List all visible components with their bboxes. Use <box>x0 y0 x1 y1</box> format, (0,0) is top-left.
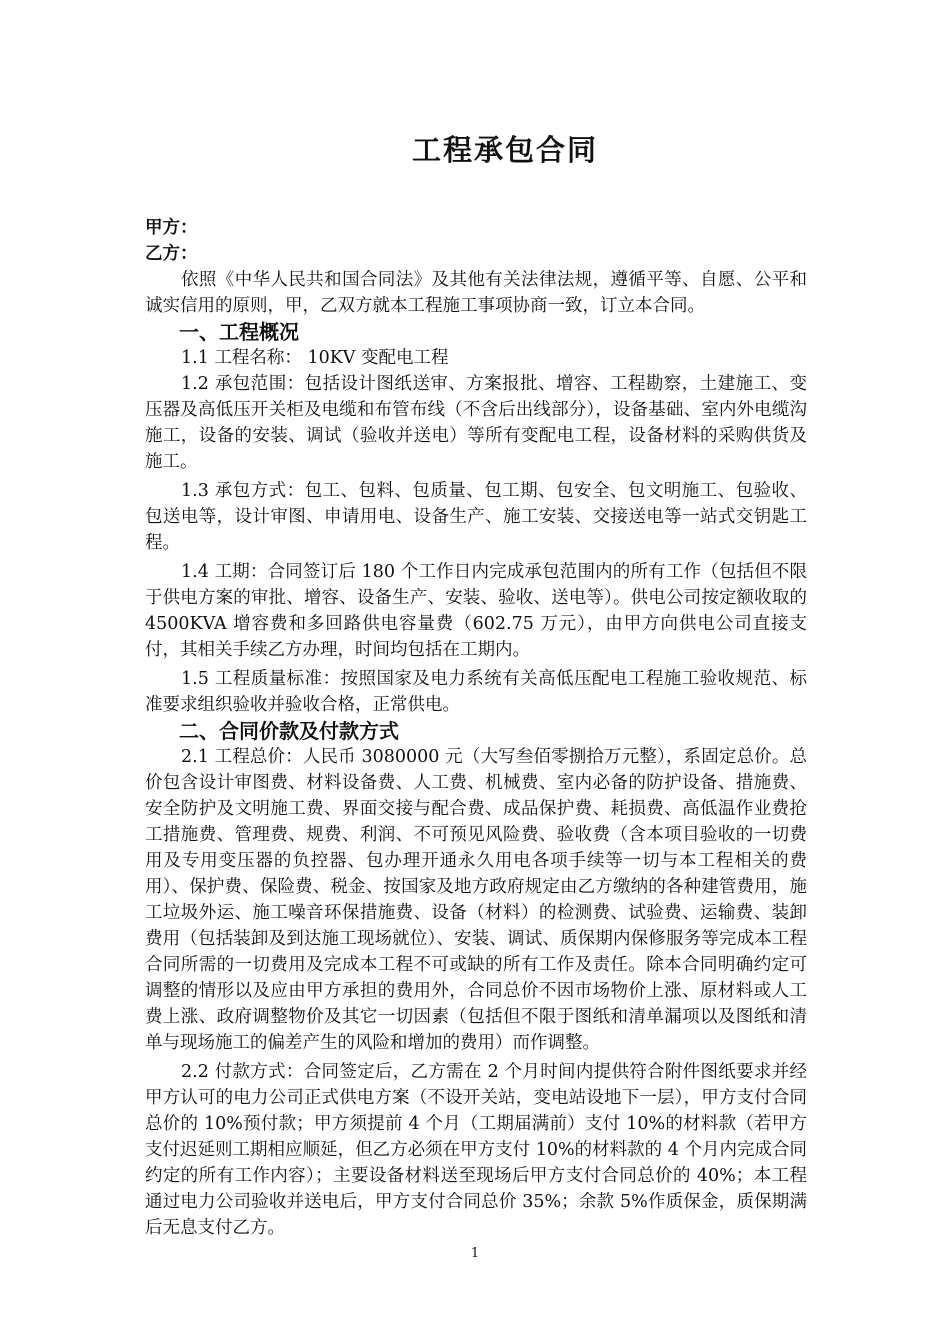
clause-1-3: 1.3 承包方式：包工、包料、包质量、包工期、包安全、包文明施工、包验收、包送电等，设计审图、申请用电、设备生产、施工安装、交接送电等一站式交钥匙工程。 <box>145 481 807 553</box>
clause-2-2: 2.2 付款方式：合同签定后，乙方需在 2 个月时间内提供符合附件图纸要求并经甲方认可的电力公司正式供电方案（不设开关站，变电站设地下一层），甲方支付合同总价的 10%预付款；甲方须提前 4 个月（工期届满前）支付 10%的材料款（若甲方支付迟延则工期相应顺延，但乙方必须在甲方支付 10%的材料款的 4 个月内完成合同约定的所有工作内容）；主要设备材料送至现场后甲方支付合同总价的 40%；本工程通过电力公司验收并送电后，甲方支付合同总价 35%；余款 5%作质保金，质保期满后无息支付乙方。 <box>145 1062 807 1238</box>
clause-1-2: 1.2 承包范围：包括设计图纸送审、方案报批、增容、工程勘察，土建施工、变压器及高低压开关柜及电缆和布管布线（不含后出线部分），设备基础、室内外电缆沟施工，设备的安装、调试（验收并送电）等所有变配电工程，设备材料的采购供货及施工。 <box>145 374 807 472</box>
clause-1-5: 1.5 工程质量标准：按照国家及电力系统有关高低压配电工程施工验收规范、标准要求组织验收并验收合格，正常供电。 <box>145 669 807 715</box>
document-body <box>145 215 807 1241</box>
clause-1-4: 1.4 工期：合同签订后 180 个工作日内完成承包范围内的所有工作（包括但不限于供电方案的审批、增容、设备生产、安装、验收、送电等）。供电公司按定额收取的 4500KVA 增容费和多回路供电容量费（602.75 万元），由甲方向供电公司直接支付，其相关手续乙方办理，时间均包括在工期内。 <box>145 562 807 660</box>
section-heading-overview: 一、工程概况 <box>179 320 299 344</box>
section-heading-price-payment: 二、合同价款及付款方式 <box>179 719 399 743</box>
party-a-label: 甲方： <box>145 218 198 238</box>
clause-2-1: 2.1 工程总价：人民币 3080000 元（大写叁佰零捌拾万元整），系固定总价。总价包含设计审图费、材料设备费、人工费、机械费、室内必备的防护设备、措施费、安全防护及文明施工费、界面交接与配合费、成品保护费、耗损费、高低温作业费抢工措施费、管理费、规费、利润、不可预见风险费、验收费（含本项目验收的一切费用及专用变压器的负控器、包办理开通永久用电各项手续等一切与本工程相关的费用）、保护费、保险费、税金、按国家及地方政府规定由乙方缴纳的各种建管费用，施工垃圾外运、施工噪音环保措施费、设备（材料）的检测费、试验费、运输费、装卸费用（包括装卸及到达施工现场就位）、安装、调试、质保期内保修服务等完成本工程合同所需的一切费用及完成本工程不可或缺的所有工作及责任。除本合同明确约定可调整的情形以及应由甲方承担的费用外，合同总价不因市场物价上涨、原材料或人工费上涨、政府调整物价及其它一切因素（包括但不限于图纸和清单漏项以及图纸和清单与现场施工的偏差产生的风险和增加的费用）而作调整。 <box>145 747 807 1053</box>
intro-paragraph: 依照《中华人民共和国合同法》及其他有关法律法规，遵循平等、自愿、公平和诚实信用的原则，甲，乙双方就本工程施工事项协商一致，订立本合同。 <box>145 270 807 316</box>
party-b-label: 乙方： <box>145 244 198 264</box>
page-number: 1 <box>470 1246 480 1261</box>
document-title: 工程承包合同 <box>411 133 598 167</box>
clause-1-1: 1.1 工程名称： 10KV 变配电工程 <box>181 348 449 368</box>
